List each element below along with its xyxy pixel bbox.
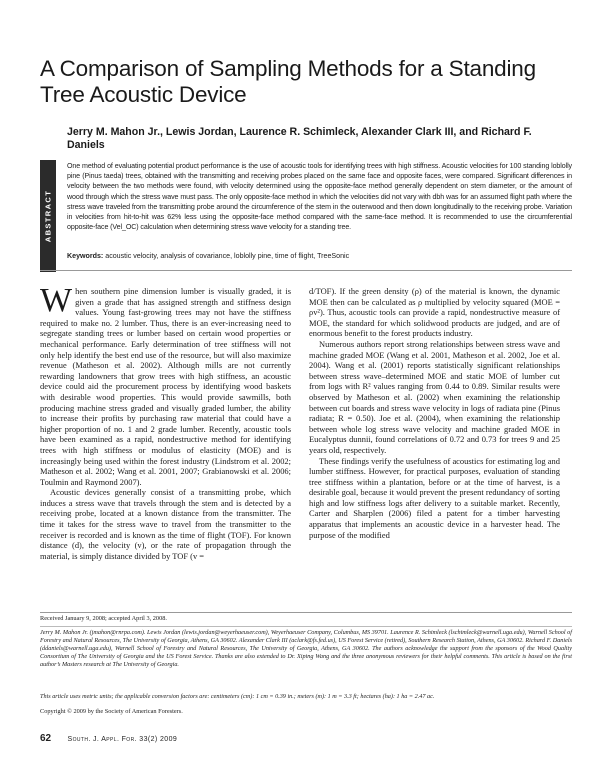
paragraph: d/TOF). If the green density (ρ) of the material is known, the dynamic MOE then can be calculated as ρ multiplied by velocity squared (MOE = ρv²). Thus, acoustic tools can provide a rapid, nondestructive measure of MOE, the standard for which solidwood products are judged, and are of enormous benefit to the forest products industry. xyxy=(309,286,560,339)
received-dates: Received January 9, 2008; accepted April 3, 2008. xyxy=(40,615,167,622)
paragraph: Acoustic devices generally consist of a transmitting probe, which induces a stress wave that travels through the stem and is detected by a receiving probe, located at a known distance from the transmitter. The time it takes for the stress wave to travel from the transmitter to the receiver is recorded and is known as the time of flight (TOF). For known distance (d), the velocity (v), or the rate of propagation through the material, is simply distance divided by TOF (v = xyxy=(40,487,291,561)
paper-title: A Comparison of Sampling Methods for a Standing Tree Acoustic Device xyxy=(40,56,536,107)
author-list: Jerry M. Mahon Jr., Lewis Jordan, Laurence R. Schimleck, Alexander Clark III, and Richard F. Daniels xyxy=(67,126,532,151)
copyright: Copyright © 2009 by the Society of American Foresters. xyxy=(40,708,183,715)
abstract-label: ABSTRACT xyxy=(43,189,53,243)
body-column-right xyxy=(309,286,560,540)
paragraph-text: hen southern pine dimension lumber is visually graded, it is given a grade that has assigned strength and stiffness design values. Young fast-growing trees may not have the stiffness required to make no. 2 lumber. Thus, there is an ever-increasing need to segregate standing trees or lumber based on certain wood properties or mechanical performance. Early determination of tree stiffness will not only help identify the best end use of the resource, but will also maximize revenue (Matheson et al. 2002). Although mills are not currently rewarding landowners that grow trees with high stiffness, an acoustic device could aid the procurement process by identifying wood baskets with desirable wood properties. This would provide sawmills, both producing machine stress graded and visually graded lumber, the ability to increase their profits by purchasing raw material that could have a higher proportion of no. 1 and 2 grade lumber. Recently, acoustic tools have been examined as a rapid, nondestructive method for identifying trees with high stiffness or modulus of elasticity (MOE) and is increasingly being used within the forest industry (Lindstrom et al. 2002; Matheson et al. 2002; Wang et al. 2001, 2007; Grabianowski et al. 2006; Toulmin and Raymond 2007). xyxy=(40,286,291,487)
metric-note: This article uses metric units; the applicable conversion factors are: centimeters (cm): 1 cm = 0.39 in.; meters (m): 1 m = 3.3 ft; hectares (ha): 1 ha = 2.47 ac. xyxy=(40,693,435,700)
page-number: 62 xyxy=(40,733,52,744)
keywords-list: acoustic velocity, analysis of covariance, loblolly pine, time of flight, TreeSonic xyxy=(105,252,350,260)
divider xyxy=(40,270,572,271)
paragraph xyxy=(40,282,291,487)
paragraph: Numerous authors report strong relationships between stress wave and machine graded MOE (Wang et al. 2001, Matheson et al. 2002, Joe et al. 2004). Wang et al. (2001) reports statistically significant relationships between stress wave–determined MOE and static MOE of lumber cut from logs with R² values ranging from 0.44 to 0.89. Similar results were observed by Matheson et al. (2002) when examining the relationship between cut boards and stress wave velocity in logs of radiata pine (Pinus radiata; R = 0.50). Joe et al. (2004), when examining the relationship between whole log stress wave velocity and machine graded MOE in Eucalyptus dunnii, found correlations of 0.72 and 0.73 for trees 9 and 25 years old, respectively. xyxy=(309,338,560,455)
page-footer xyxy=(40,733,572,744)
keywords-label: Keywords: xyxy=(67,252,104,260)
paragraph: These findings verify the usefulness of acoustics for estimating log and lumber stiffness. However, for practical purposes, evaluation of standing tree stiffness within a plantation, before or at the time of harvest, is a desirable goal, because it would prevent the present redundancy of sorting high and low stiffness logs after delivery to a suitable market. Recently, Carter and Sharplen (2006) filed a patent for a timber harvesting apparatus that implements an acoustic device in a harvester head. The purpose of the modified xyxy=(309,455,560,540)
abstract-text: One method of evaluating potential product performance is the use of acoustic tools for identifying trees with high stiffness. Acoustic velocities for 100 standing loblolly pine (Pinus taeda) trees, obtained with the transmitting and receiving probes placed on the same face and opposite faces, were compared. Significant differences in velocity between the two methods were found, with velocity determined using the opposite-face method generally dependent on stem diameter, or the amount of wood through which the stress wave must pass. The only opposite-face method in which the velocities did not vary with dbh was for an assumed flight path where the stress wave traveled from the transmitting probe around the circumference of the stem in the outerwood and then down longitudinally to the receiving probe. Variation in velocities from hit-to-hit was 62% less using the opposite-face method compared with the same-face method. It is recommended to use the circumferential opposite-face (Vel_OC) calculation when determining stress wave velocity for a standing tree. xyxy=(67,162,572,232)
drop-cap: W xyxy=(40,282,73,319)
divider xyxy=(40,626,572,627)
author-affiliations: Jerry M. Mahon Jr. (jmahon@rnrpa.com). Lewis Jordan (lewis.jordan@weyerhaeuser.com), Weyerhaeuser Company, Columbus, MS 39701. Laurence R. Schimleck (lschimleck@warnell.uga.edu), Warnell School of Forestry and Natural Resources, The University of Georgia, Athens, GA 30602. Alexander Clark III (aclark@fs.fed.us), US Forest Service (retired), Southern Research Station, Athens, GA 30602. Richard F. Daniels (ddaniels@warnell.uga.edu), Warnell School of Forestry and Natural Resources, The University of Georgia, Athens, GA 30602. The authors acknowledge the support from the sponsors of the Wood Quality Consortium of The University of Georgia and the US Forest Service. Thanks are also extended to Dr. Xiping Wang and the three anonymous reviewers for their helpful comments. This article is based on the first author’s Masters research at The University of Georgia. xyxy=(40,629,572,668)
divider xyxy=(40,612,572,613)
abstract-label-bar xyxy=(40,160,56,272)
journal-citation: South. J. Appl. For. 33(2) 2009 xyxy=(67,736,178,743)
body-column-left xyxy=(40,282,291,561)
keywords xyxy=(67,251,572,261)
